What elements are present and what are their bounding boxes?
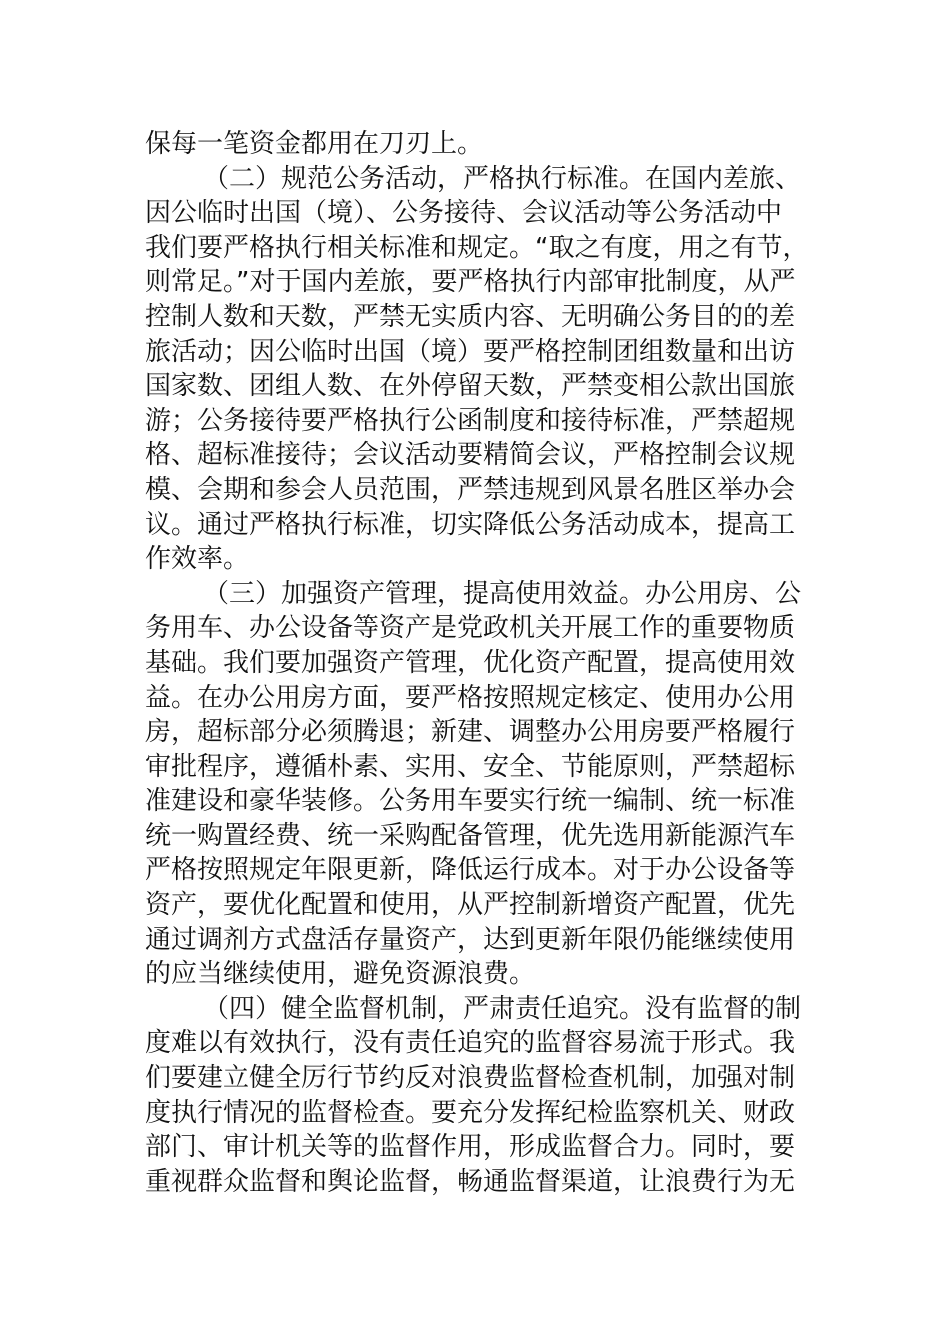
text-line: 益。在办公用房方面，要严格按照规定核定、使用办公用 [145,682,796,713]
text-line: 的应当继续使用，避免资源浪费。 [145,959,536,990]
text-line: 保每一笔资金都用在刀刃上。 [145,129,484,159]
text-line: 则常足。”对于国内差旅，要严格执行内部审批制度，从严 [145,267,796,298]
text-line: 因公临时出国（境）、公务接待、会议活动等公务活动中 [145,198,783,229]
document-body [145,127,815,1199]
text-line: 度难以有效执行，没有责任追究的监督容易流于形式。我 [145,1028,796,1059]
text-line: 房，超标部分必须腾退；新建、调整办公用房要严格履行 [145,717,796,748]
text-line: 模、会期和参会人员范围，严禁违规到风景名胜区举办会 [145,474,796,505]
text-line: 基础。我们要加强资产管理，优化资产配置，提高使用效 [145,647,796,678]
text-line: 格、超标准接待；会议活动要精简会议，严格控制会议规 [145,440,796,471]
paragraph-first-line: （二）规范公务活动，严格执行标准。在国内差旅、 [203,163,802,194]
text-line: 度执行情况的监督检查。要充分发挥纪检监察机关、财政 [145,1097,796,1128]
text-line: 议。通过严格执行标准，切实降低公务活动成本，提高工 [145,509,796,540]
text-line: 严格按照规定年限更新，降低运行成本。对于办公设备等 [145,855,796,886]
text-line: 资产，要优化配置和使用，从严控制新增资产配置，优先 [145,890,796,921]
text-line: 我们要严格执行相关标准和规定。“取之有度，用之有节， [145,232,809,263]
text-line: 部门、审计机关等的监督作用，形成监督合力。同时，要 [145,1132,796,1163]
paragraph-first-line: （三）加强资产管理，提高使用效益。办公用房、公 [203,578,802,609]
text-line: 审批程序，遵循朴素、实用、安全、节能原则，严禁超标 [145,751,796,782]
text-line: 重视群众监督和舆论监督，畅通监督渠道，让浪费行为无 [145,1166,796,1197]
paragraph-first-line: （四）健全监督机制，严肃责任追究。没有监督的制 [203,993,802,1024]
text-line: 通过调剂方式盘活存量资产，达到更新年限仍能继续使用 [145,924,796,955]
text-line: 游；公务接待要严格执行公函制度和接待标准，严禁超规 [145,405,796,436]
text-line: 作效率。 [145,544,250,575]
text-line: 旅活动；因公临时出国（境）要严格控制团组数量和出访 [145,336,796,367]
text-line: 们要建立健全厉行节约反对浪费监督检查机制，加强对制 [145,1063,796,1094]
text-line: 务用车、办公设备等资产是党政机关开展工作的重要物质 [145,613,796,644]
text-line: 控制人数和天数，严禁无实质内容、无明确公务目的的差 [145,301,796,332]
text-line: 准建设和豪华装修。公务用车要实行统一编制、统一标准 [145,786,796,817]
text-line: 国家数、团组人数、在外停留天数，严禁变相公款出国旅 [145,371,796,402]
text-line: 统一购置经费、统一采购配备管理，优先选用新能源汽车 [145,820,796,851]
